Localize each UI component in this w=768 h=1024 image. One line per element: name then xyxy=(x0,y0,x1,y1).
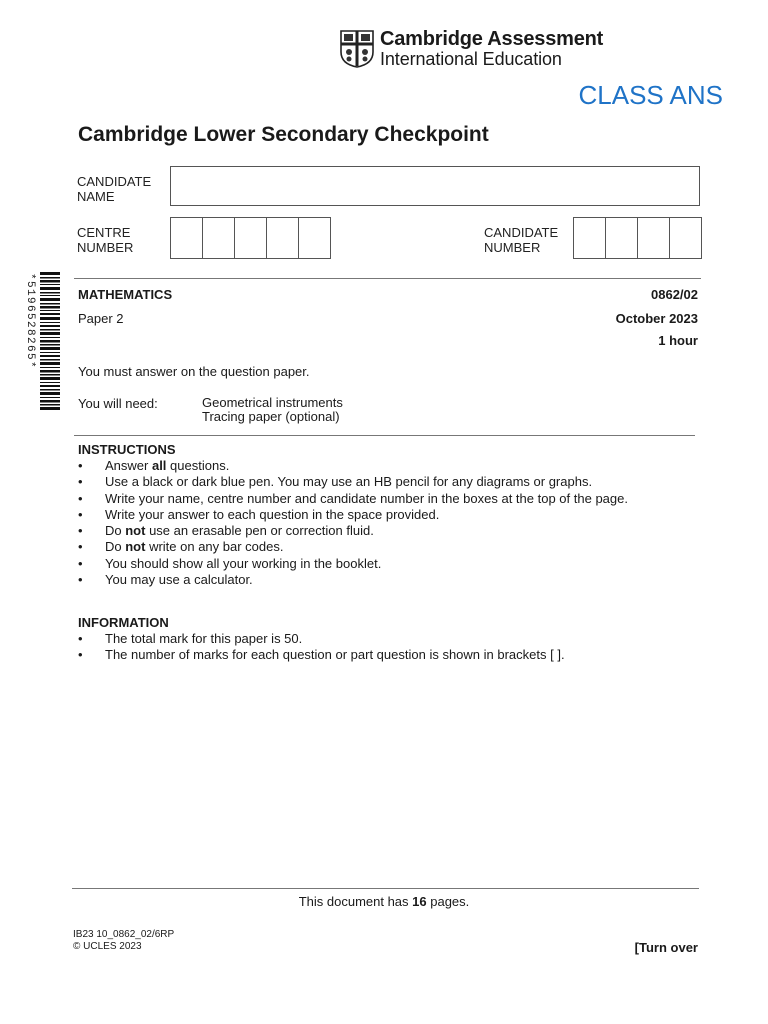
document-reference: IB23 10_0862_02/6RP xyxy=(73,929,175,940)
list-item: • You should show all your working in the booklet. xyxy=(78,556,628,572)
digit-box[interactable] xyxy=(235,218,267,258)
list-item: • Answer all questions. xyxy=(78,458,628,474)
candidate-name-label: CANDIDATE NAME xyxy=(77,174,152,204)
digit-box[interactable] xyxy=(299,218,330,258)
equipment-label: You will need: xyxy=(78,396,158,411)
list-item: • You may use a calculator. xyxy=(78,572,628,588)
list-item: • Write your name, centre number and candidate number in the boxes at the top of the page. xyxy=(78,491,628,507)
list-item: • Do not use an erasable pen or correction fluid. xyxy=(78,523,628,539)
exam-session: October 2023 xyxy=(615,311,698,326)
turn-over-note: [Turn over xyxy=(634,940,698,955)
centre-number-field[interactable] xyxy=(170,217,331,259)
digit-box[interactable] xyxy=(638,218,670,258)
information-list xyxy=(78,631,565,664)
copyright: © UCLES 2023 xyxy=(73,941,142,952)
exam-duration: 1 hour xyxy=(658,333,698,348)
centre-number-label: CENTRE NUMBER xyxy=(77,225,134,255)
digit-box[interactable] xyxy=(606,218,638,258)
digit-box[interactable] xyxy=(171,218,203,258)
page-count-note: This document has 16 pages. xyxy=(298,894,470,909)
candidate-number-label: CANDIDATE NUMBER xyxy=(484,225,559,255)
barcode-number: *5196528265* xyxy=(24,273,36,370)
candidate-number-field[interactable] xyxy=(573,217,702,259)
org-name-line1: Cambridge Assessment xyxy=(380,28,604,50)
page-title: Cambridge Lower Secondary Checkpoint xyxy=(78,123,489,146)
list-item: • Use a black or dark blue pen. You may use an HB pencil for any diagrams or graphs. xyxy=(78,474,628,490)
equipment-item: Tracing paper (optional) xyxy=(202,409,340,424)
list-item: • Do not write on any bar codes. xyxy=(78,539,628,555)
org-name-line2: International Education xyxy=(380,49,562,69)
equipment-list xyxy=(202,396,343,424)
list-item: • The total mark for this paper is 50. xyxy=(78,631,565,647)
divider xyxy=(74,435,695,436)
digit-box[interactable] xyxy=(574,218,606,258)
list-item: • The number of marks for each question or part question is shown in brackets [ ]. xyxy=(78,647,565,663)
syllabus-code: 0862/02 xyxy=(651,287,698,302)
instructions-heading: INSTRUCTIONS xyxy=(78,442,176,457)
list-item: • Write your answer to each question in the space provided. xyxy=(78,507,628,523)
shield-icon xyxy=(340,30,374,68)
subject: MATHEMATICS xyxy=(78,287,173,302)
divider xyxy=(74,278,701,279)
equipment-item: Geometrical instruments xyxy=(202,395,343,410)
candidate-name-field[interactable] xyxy=(170,166,700,206)
digit-box[interactable] xyxy=(670,218,701,258)
instructions-list xyxy=(78,458,628,588)
digit-box[interactable] xyxy=(267,218,299,258)
cambridge-logo xyxy=(340,28,604,72)
class-ans-stamp: CLASS ANS xyxy=(578,80,723,110)
information-heading: INFORMATION xyxy=(78,615,169,630)
paper-number: Paper 2 xyxy=(78,311,124,326)
digit-box[interactable] xyxy=(203,218,235,258)
divider xyxy=(72,888,699,889)
answer-note: You must answer on the question paper. xyxy=(78,364,310,379)
